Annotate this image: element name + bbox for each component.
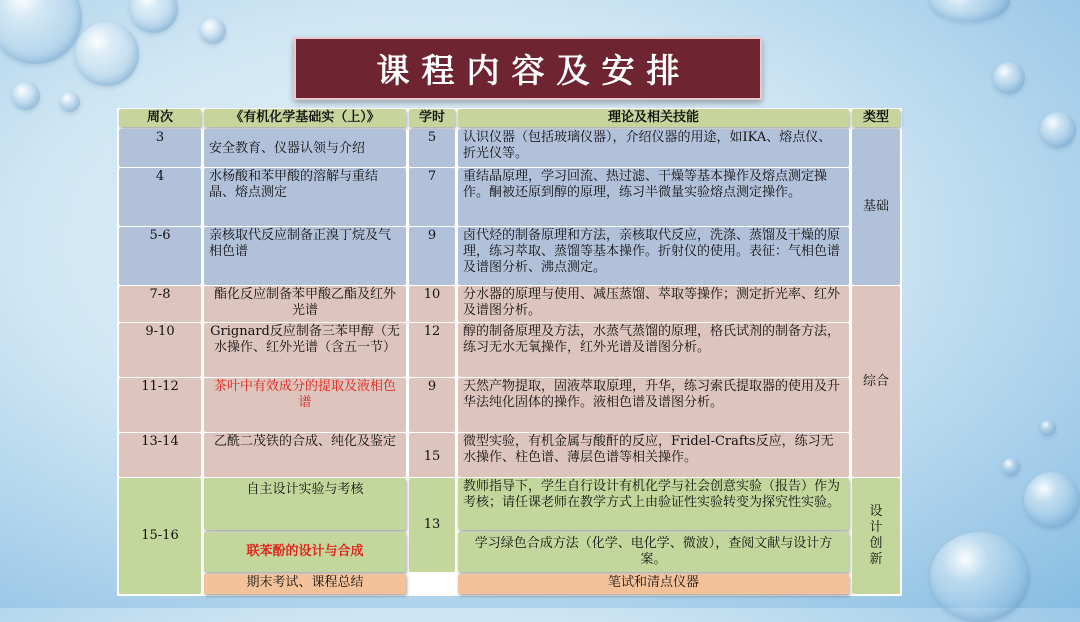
row-hours: 5 <box>409 129 455 167</box>
row-theory: 微型实验，有机金属与酸酐的反应，Fridel-Crafts反应，练习无水操作、柱色谱、薄层色谱等相关操作。 <box>458 433 849 477</box>
row-hours: 12 <box>409 323 455 377</box>
water-drop-icon <box>993 62 1025 94</box>
header-theory: 理论及相关技能 <box>458 109 849 127</box>
row-hours: 7 <box>409 168 455 226</box>
row-course: Grignard反应制备三苯甲醇（无水操作、红外光谱（含五一节） <box>204 323 406 377</box>
row-week: 4 <box>119 168 201 226</box>
row-hours: 15 <box>409 433 455 477</box>
header-hours: 学时 <box>409 109 455 127</box>
row-theory: 天然产物提取，固液萃取原理，升华，练习索氏提取器的使用及升华法纯化固体的操作。液相色谱及谱图分析。 <box>458 378 849 432</box>
water-drop-icon <box>1040 112 1076 148</box>
row-theory: 学习绿色合成方法（化学、电化学、微波），查阅文献与设计方案。 <box>458 532 849 572</box>
header-week: 周次 <box>119 109 201 127</box>
water-drop-icon <box>75 22 139 86</box>
row-week: 13-14 <box>119 433 201 477</box>
type-design-innovation: 设计创新 <box>852 478 900 594</box>
header-type: 类型 <box>852 109 900 127</box>
row-week: 7-8 <box>119 286 201 322</box>
row-hours: 10 <box>409 286 455 322</box>
water-drop-icon <box>930 532 1030 622</box>
row-hours: 13 <box>409 478 455 572</box>
type-basic: 基础 <box>852 129 900 285</box>
row-course: 水杨酸和苯甲酸的溶解与重结晶、熔点测定 <box>204 168 406 226</box>
row-theory: 认识仪器（包括玻璃仪器），介绍仪器的用途，如IKA、熔点仪、折光仪等。 <box>458 129 849 167</box>
row-theory: 分水器的原理与使用、减压蒸馏、萃取等操作；测定折光率、红外及谱图分析。 <box>458 286 849 322</box>
row-course: 酯化反应制备苯甲酸乙酯及红外光谱 <box>204 286 406 322</box>
row-theory: 笔试和清点仪器 <box>458 574 849 594</box>
course-schedule-table <box>117 108 902 596</box>
row-course: 安全教育、仪器认领与介绍 <box>204 129 406 167</box>
water-drop-icon <box>1024 472 1080 528</box>
header-course: 《有机化学基础实（上）》 <box>204 109 406 127</box>
row-theory: 教师指导下，学生自行设计有机化学与社会创意实验（报告）作为考核；请任课老师在教学方式上由验证性实验转变为探究性实验。 <box>458 478 849 530</box>
water-drop-icon <box>200 18 226 44</box>
water-drop-icon <box>930 0 1010 22</box>
title-banner <box>294 37 762 100</box>
row-course: 自主设计实验与考核 <box>204 478 406 530</box>
row-course: 亲核取代反应制备正溴丁烷及气相色谱 <box>204 227 406 285</box>
row-week: 3 <box>119 129 201 167</box>
row-course: 期末考试、课程总结 <box>204 574 406 594</box>
row-hours: 9 <box>409 227 455 285</box>
row-theory: 醇的制备原理及方法，水蒸气蒸馏的原理，格氏试剂的制备方法，练习无水无氧操作，红外光谱及谱图分析。 <box>458 323 849 377</box>
row-week: 5-6 <box>119 227 201 285</box>
row-week: 15-16 <box>119 478 201 594</box>
row-theory: 重结晶原理，学习回流、热过滤、干燥等基本操作及熔点测定操作。酮被还原到醇的原理，练习半微量实验熔点测定操作。 <box>458 168 849 226</box>
water-drop-icon <box>0 0 82 64</box>
row-week: 11-12 <box>119 378 201 432</box>
water-drop-icon <box>130 0 178 33</box>
page-title: 课程内容及安排 <box>376 51 692 90</box>
water-drop-icon <box>60 92 80 112</box>
water-drop-icon <box>1040 420 1056 436</box>
water-drop-icon <box>12 82 40 110</box>
type-comprehensive: 综合 <box>852 286 900 477</box>
water-drop-icon <box>1002 458 1020 476</box>
row-course-highlight: 联苯酚的设计与合成 <box>204 532 406 572</box>
row-course-highlight: 茶叶中有效成分的提取及液相色谱 <box>204 378 406 432</box>
row-week: 9-10 <box>119 323 201 377</box>
row-theory: 卤代烃的制备原理和方法，亲核取代反应，洗涤、蒸馏及干燥的原理，练习萃取、蒸馏等基本操作。折射仪的使用。表征：气相色谱及谱图分析、沸点测定。 <box>458 227 849 285</box>
row-hours: 9 <box>409 378 455 432</box>
row-course: 乙酰二茂铁的合成、纯化及鉴定 <box>204 433 406 477</box>
